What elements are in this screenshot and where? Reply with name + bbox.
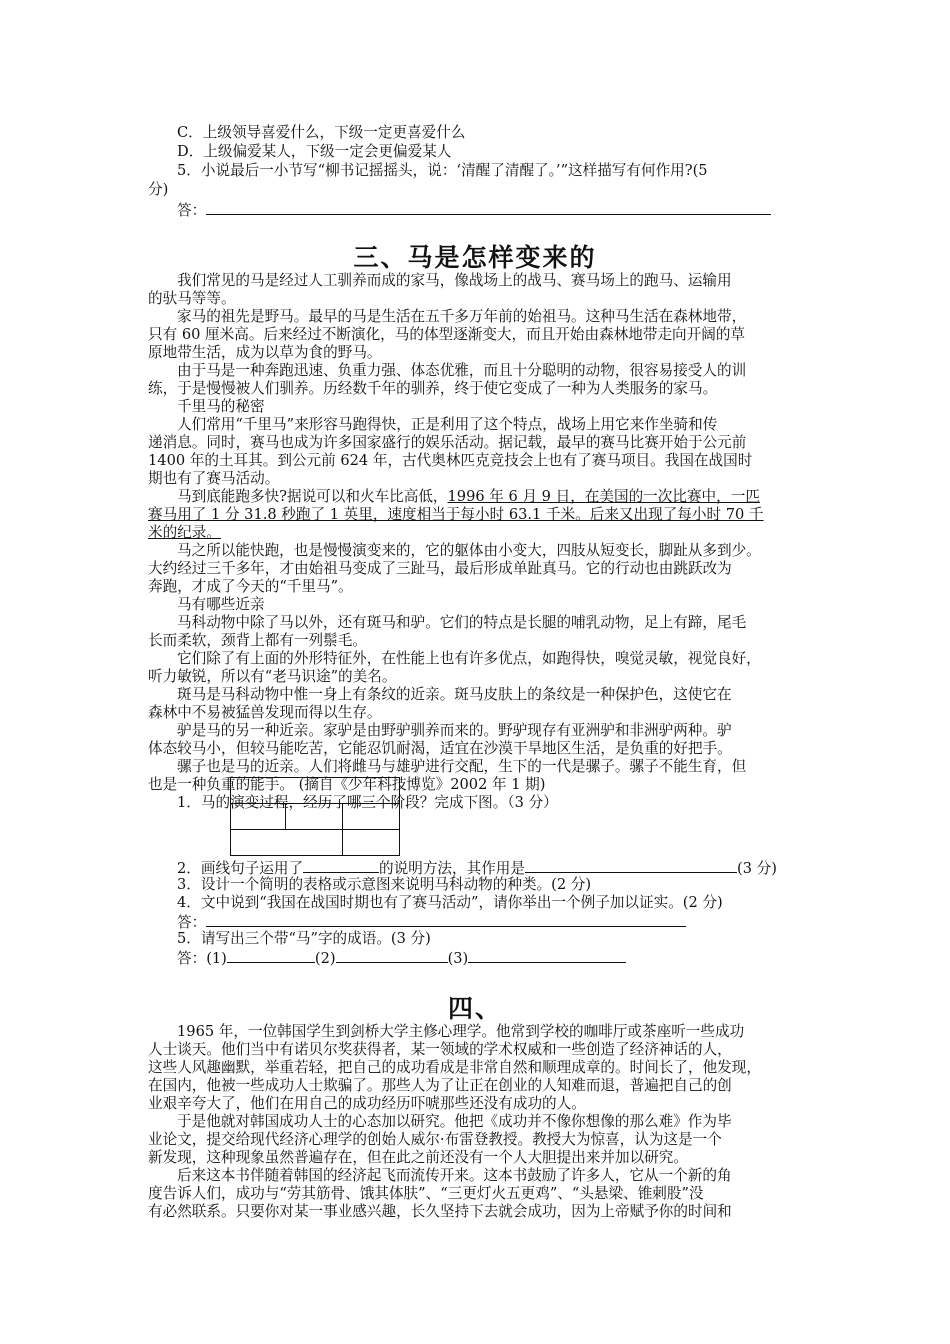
answer-line-q5[interactable]	[177, 200, 771, 220]
s3-line: 马科动物中除了马以外，还有斑马和驴。它们的特点是长腿的哺乳动物，足上有蹄，尾毛	[177, 614, 747, 631]
section-3-title: 三、马是怎样变来的	[353, 243, 597, 272]
answer-blank[interactable]	[206, 200, 771, 215]
idiom-blank-1[interactable]	[227, 948, 315, 963]
s3-line: 只有 60 厘米高。后来经过不断演化，马的体型逐渐变大，而且开始由森林地带走向开阔的草	[148, 326, 746, 343]
s3-line: 期也有了赛马活动。	[148, 470, 280, 487]
s4-line: 业论文，提交给现代经济心理学的创始人威尔·布雷登教授。教授大为惊喜，认为这是一个	[148, 1131, 722, 1148]
s4-line: 人士谈天。他们当中有诺贝尔奖获得者，某一领域的学术权威和一些创造了经济神话的人，	[148, 1041, 732, 1058]
underlined-sentence-end: 米的纪录。	[148, 524, 221, 541]
subheading-relatives: 马有哪些近亲	[177, 596, 265, 613]
s3-line: 听力敏锐，所以有“老马识途”的美名。	[148, 668, 397, 685]
s4-line: 有必然联系。只要你对某一事业感兴趣，长久坚持下去就会成功，因为上帝赋予你的时间和	[148, 1203, 732, 1220]
s4-line: 这些人风趣幽默，举重若轻，把自己的成功看成是非常自然和顺理成章的。时间长了，他发现，	[148, 1059, 761, 1076]
s4-line: 后来这本书伴随着韩国的经济起飞而流传开来。这本书鼓励了许多人，它从一个新的角	[177, 1167, 732, 1184]
diagram-box[interactable]	[230, 803, 286, 830]
q2-text-a: 2．画线句子运用了	[177, 860, 304, 877]
q2-blank-method[interactable]	[303, 858, 379, 873]
s3-line-source: 也是一种负重的能手。 (摘自《少年科技博览》2002 年 1 期)	[148, 776, 546, 793]
s3-line: 人们常用“千里马”来形容马跑得快，正是利用了这个特点，战场上用它来作坐骑和传	[177, 416, 718, 433]
s3-line: 的驮马等等。	[148, 290, 236, 307]
idiom-blank-2[interactable]	[336, 948, 448, 963]
s3-line: 斑马是马科动物中惟一身上有条纹的近亲。斑马皮肤上的条纹是一种保护色，这使它在	[177, 686, 732, 703]
s4-line: 新发现，这种现象虽然普遍存在，但在此之前还没有一个人大胆提出来并加以研究。	[148, 1149, 688, 1166]
s3-question-4: 4．文中说到“我国在战国时期也有了赛马活动”，请你举出一个例子加以证实。(2 分)	[177, 894, 723, 911]
s3-line: 骡子也是马的近亲。人们将雌马与雄驴进行交配，生下的一代是骡子。骡子不能生育，但	[177, 758, 747, 775]
s3-line: 家马的祖先是野马。最早的马是生活在五千多万年前的始祖马。这种马生活在森林地带，	[177, 308, 747, 325]
q2-blank-effect[interactable]	[525, 858, 737, 873]
s3-question-5: 5．请写出三个带“马”字的成语。(3 分)	[177, 930, 431, 947]
s3-line: 马之所以能快跑，也是慢慢演变来的，它的躯体由小变大，四肢从短变长，脚趾从多到少。	[177, 542, 761, 559]
s4-line: 1965 年，一位韩国学生到剑桥大学主修心理学。他常到学校的咖啡厅或茶座听一些成功	[177, 1023, 745, 1040]
diagram-box[interactable]	[342, 829, 400, 856]
s3-question-1: 1．马的演变过程，经历了哪三个阶段？完成下图。（3 分）	[177, 794, 558, 811]
answer-label: 答：	[177, 914, 207, 931]
underlined-sentence-cont: 赛马用了 1 分 31.8 秒跑了 1 英里，速度相当于每小时 63.1 千米。后来又出现了每小时 70 千	[148, 506, 764, 523]
section-4-title: 四、	[447, 994, 502, 1023]
s3-line: 长而柔软，颈背上都有一列鬃毛。	[148, 632, 367, 649]
s3-line: 练，于是慢慢被人们驯养。历经数千年的驯养，终于使它变成了一种为人类服务的家马。	[148, 380, 718, 397]
answer-line-q4[interactable]	[177, 912, 686, 932]
answer-blank[interactable]	[206, 912, 686, 927]
diagram-box[interactable]	[230, 829, 343, 856]
q2-score: (3 分)	[737, 860, 777, 877]
s3-line: 我们常见的马是经过人工驯养而成的家马，像战场上的战马、赛马场上的跑马、运输用	[177, 272, 732, 289]
s3-line: 驴是马的另一种近亲。家驴是由野驴驯养而来的。野驴现存有亚洲驴和非洲驴两种。驴	[177, 722, 732, 739]
q2-text-b: 的说明方法，其作用是	[379, 860, 525, 877]
s3-question-2	[177, 858, 777, 878]
idiom-label-1: 答：(1)	[177, 950, 227, 967]
s3-line-underlined	[177, 488, 760, 506]
underlined-sentence: 1996 年 6 月 9 日，在美国的一次比赛中，一匹	[447, 488, 760, 505]
answer-line-q5-idioms[interactable]	[177, 948, 626, 968]
idiom-blank-3[interactable]	[468, 948, 626, 963]
s4-line: 于是他就对韩国成功人士的心态加以研究。他把《成功并不像你想像的那么难》作为毕	[177, 1113, 732, 1130]
diagram-box[interactable]	[285, 803, 343, 830]
question-5-cont: 分)	[148, 181, 169, 198]
answer-label: 答：	[177, 202, 207, 219]
option-d: D．上级偏爱某人，下级一定会更偏爱某人	[177, 143, 452, 160]
s3-question-3: 3．设计一个简明的表格或示意图来说明马科动物的种类。(2 分)	[177, 876, 592, 893]
s3-text: 马到底能跑多快?据说可以和火车比高低，	[177, 488, 448, 505]
idiom-label-2: (2)	[314, 950, 336, 967]
s3-line: 它们除了有上面的外形特征外，在性能上也有许多优点，如跑得快，嗅觉灵敏，视觉良好，	[177, 650, 761, 667]
question-5: 5．小说最后一小节写“柳书记摇摇头，说：‘清醒了清醒了。’”这样描写有何作用?(5	[177, 162, 708, 179]
subheading-qianlima: 千里马的秘密	[177, 398, 265, 415]
s3-line: 1400 年的土耳其。到公元前 624 年，古代奥林匹克竞技会上也有了赛马项目。我国在战国时	[148, 452, 753, 469]
evolution-diagram	[230, 777, 400, 856]
s4-line: 在国内，他被一些成功人士欺骗了。那些人为了让正在创业的人知难而退，普遍把自己的创	[148, 1077, 732, 1094]
idiom-label-3: (3)	[447, 950, 469, 967]
s3-line: 递消息。同时，赛马也成为许多国家盛行的娱乐活动。据记载，最早的赛马比赛开始于公元前	[148, 434, 747, 451]
s3-line: 奔跑，才成了今天的“千里马”。	[148, 578, 353, 595]
s3-line: 大约经过三千多年，才由始祖马变成了三趾马，最后形成单趾真马。它的行动也由跳跃改为	[148, 560, 732, 577]
s3-line: 森林中不易被猛兽发现而得以生存。	[148, 704, 382, 721]
diagram-top-box[interactable]	[230, 777, 400, 804]
s3-line: 原地带生活，成为以草为食的野马。	[148, 344, 382, 361]
s4-line: 度告诉人们，成功与“劳其筋骨、饿其体肤”、“三更灯火五更鸡”、“头悬梁、锥刺股”没	[148, 1185, 704, 1202]
diagram-box[interactable]	[342, 803, 400, 830]
s3-line: 由于马是一种奔跑迅速、负重力强、体态优雅，而且十分聪明的动物，很容易接受人的训	[177, 362, 747, 379]
option-c: C．上级领导喜爱什么，下级一定更喜爱什么	[177, 124, 466, 141]
s4-line: 业艰辛夸大了，他们在用自己的成功经历吓唬那些还没有成功的人。	[148, 1095, 586, 1112]
s3-line: 体态较马小，但较马能吃苦，它能忍饥耐渴，适宜在沙漠干旱地区生活，是负重的好把手。	[148, 740, 732, 757]
